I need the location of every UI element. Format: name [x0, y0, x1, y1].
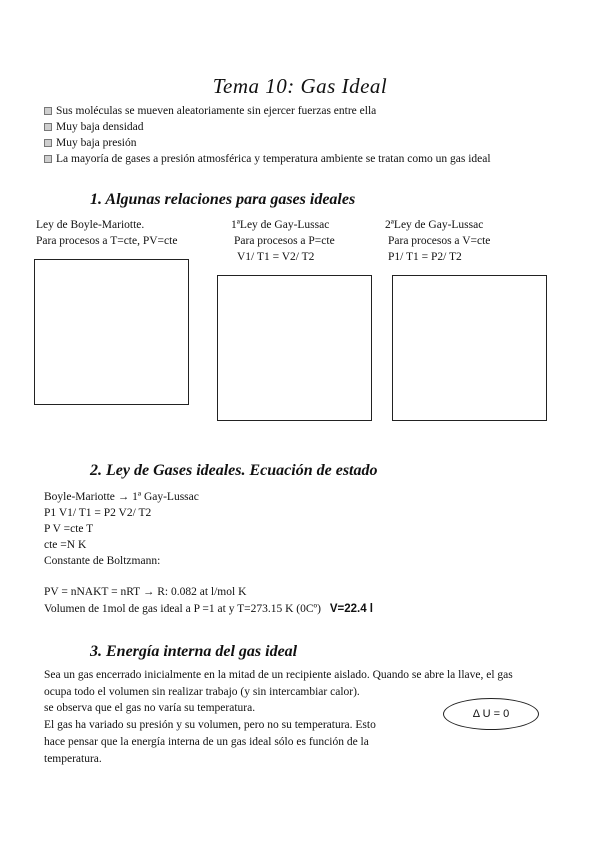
bullet-item — [44, 121, 144, 133]
page-title: Tema 10: Gas Ideal — [212, 74, 388, 98]
bullet-text: Sus moléculas se mueven aleatoriamente sin ejercer fuerzas entre ella — [56, 105, 377, 117]
delta-u-equation: Δ U = 0 — [472, 708, 510, 720]
section3-line: se observa que el gas no varía su temperatura. — [44, 702, 256, 714]
delta-u-ellipse — [443, 698, 539, 730]
molar-volume-line — [44, 603, 373, 615]
boyle-condition: Para procesos a T=cte, PV=cte — [36, 235, 178, 247]
bullet-square-icon — [44, 123, 52, 131]
gay-lussac1-graph-box — [217, 275, 372, 421]
bullet-square-icon — [44, 139, 52, 147]
bullet-square-icon — [44, 155, 52, 163]
bullet-text: Muy baja presión — [56, 137, 137, 149]
section2-line: Boyle-Mariotte → 1ª Gay-Lussac — [44, 491, 199, 503]
section3-line: hace pensar que la energía interna de un gas ideal sólo es función de la — [44, 736, 369, 748]
bullet-item — [44, 105, 376, 117]
bullet-text: Muy baja densidad — [56, 121, 144, 133]
boyle-graph-box — [34, 259, 189, 405]
section3-line: temperatura. — [44, 753, 102, 765]
section3-line: ocupa todo el volumen sin realizar trabajo (y sin intercambiar calor). — [44, 686, 360, 698]
molar-volume-text: Volumen de 1mol de gas ideal a P =1 at y T=273.15 K (0Cº) — [44, 603, 321, 615]
section3-line: El gas ha variado su presión y su volumen, pero no su temperatura. Esto — [44, 719, 376, 731]
section2-line: Constante de Boltzmann: — [44, 555, 161, 567]
section1-heading: 1. Algunas relaciones para gases ideales — [90, 191, 356, 208]
gay-lussac2-formula: P1/ T1 = P2/ T2 — [388, 251, 462, 263]
bullet-text: La mayoría de gases a presión atmosférica y temperatura ambiente se tratan como un gas ideal — [56, 153, 491, 165]
bullet-item — [44, 137, 136, 149]
section2-heading: 2. Ley de Gases ideales. Ecuación de estado — [90, 462, 378, 479]
section2-line: cte =N K — [44, 539, 87, 551]
gay-lussac2-title: 2ªLey de Gay-Lussac — [385, 219, 484, 231]
gay-lussac1-formula: V1/ T1 = V2/ T2 — [237, 251, 315, 263]
gay-lussac2-graph-box — [392, 275, 547, 421]
section2-line: P V =cte T — [44, 523, 94, 535]
section3-line: Sea un gas encerrado inicialmente en la mitad de un recipiente aislado. Quando se abre la llave, el gas — [44, 669, 513, 681]
gay-lussac1-condition: Para procesos a P=cte — [234, 235, 335, 247]
bullet-square-icon — [44, 107, 52, 115]
ideal-gas-formula: PV = nNAKT = nRT → R: 0.082 at l/mol K — [44, 586, 247, 598]
gay-lussac1-title: 1ªLey de Gay-Lussac — [231, 219, 330, 231]
molar-volume-value: V=22.4 l — [329, 603, 374, 615]
section2-line: P1 V1/ T1 = P2 V2/ T2 — [44, 507, 152, 519]
gay-lussac2-condition: Para procesos a V=cte — [388, 235, 491, 247]
bullet-item — [44, 153, 491, 165]
section3-heading: 3. Energía interna del gas ideal — [90, 643, 298, 660]
boyle-title: Ley de Boyle-Mariotte. — [36, 219, 145, 231]
